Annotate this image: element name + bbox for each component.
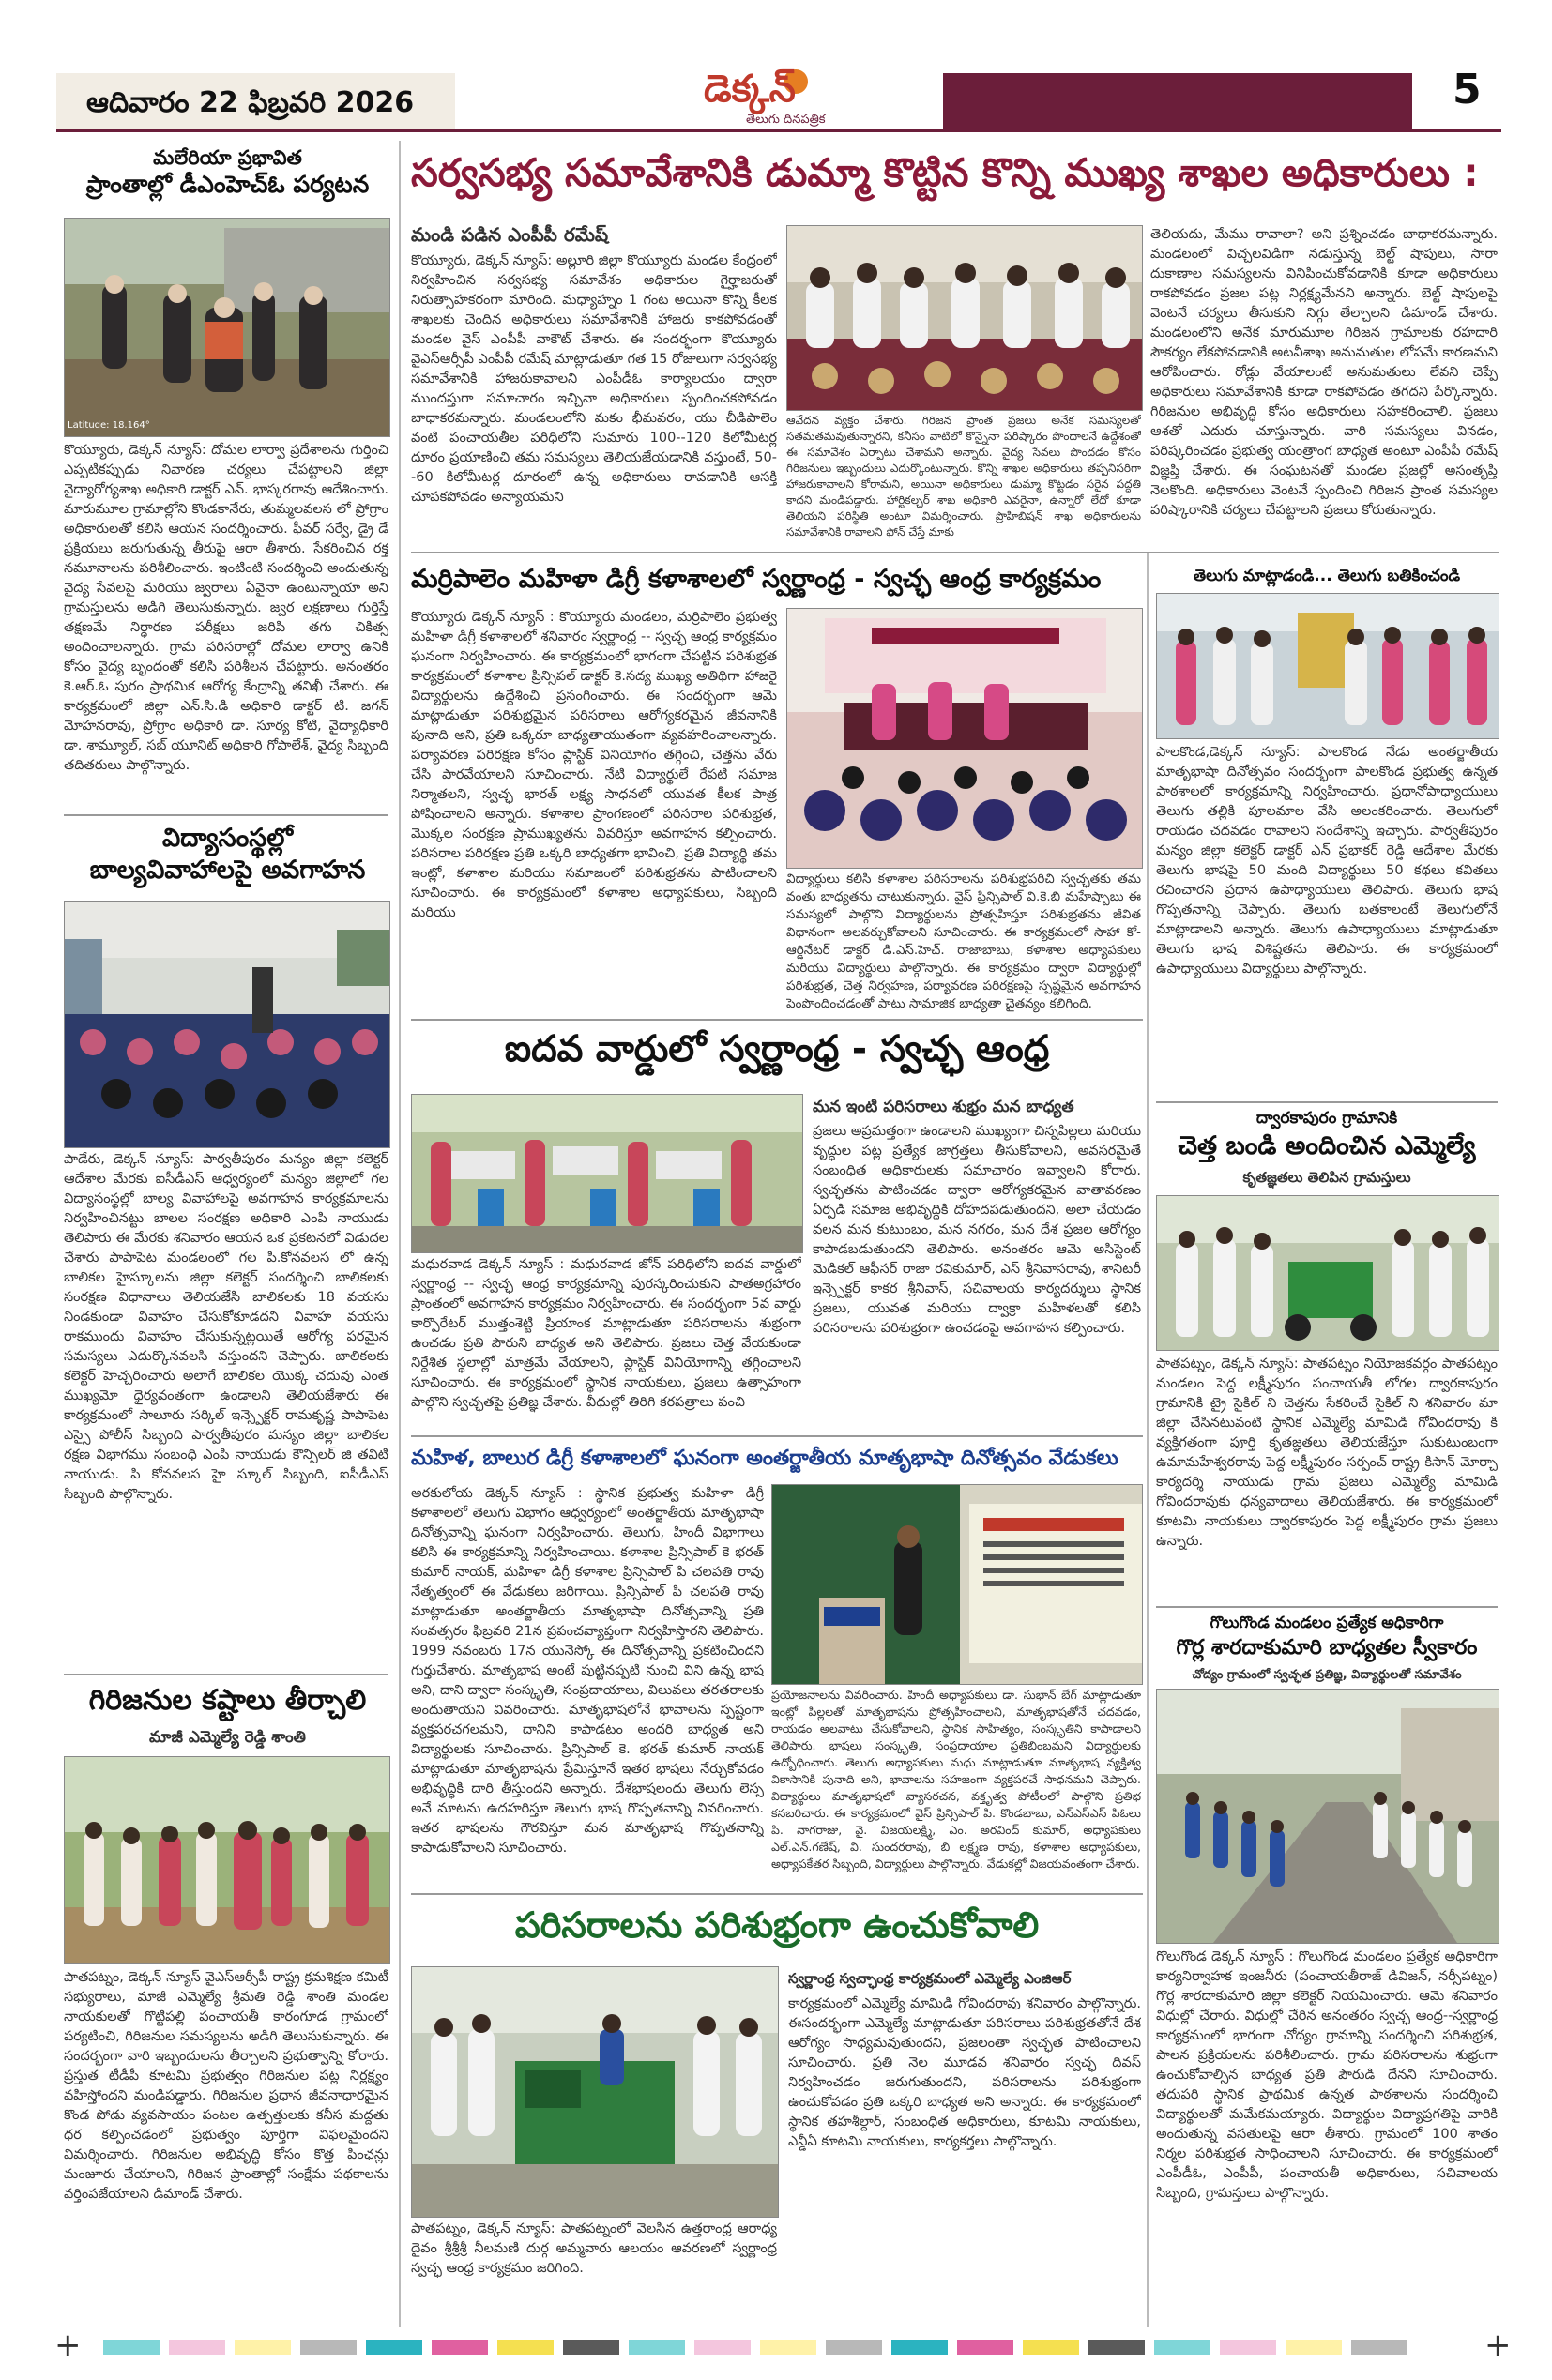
r3-kicker: గొలుగొండ మండలం ప్రత్యేక అధికారిగా (1210, 1614, 1444, 1632)
story3-body-2: ప్రజలు అప్రమత్తంగా ఉండాలని ముఖ్యంగా చిన్నపిల్లలు మరియు వృద్ధుల పట్ల ప్రత్యేక జాగ్రత్తలు తీసుకోవాలని, అవసరమైతే సంబంధిత అధికారులకు సమాచారం ఇవ్వాలని కోరారు. స్వచ్ఛతను పాటించడం ద్వారా ఆరోగ్యకరమైన వాతావరణం ఏర్పడి సమాజ అభివృద్ధికి దోహదపడుతుందని, అలా చేయడం వలన మన కుటుంబం, మన నగరం, మన దేశ ప్రజల ఆరోగ్యం కాపాడబడుతుందని తెలిపారు. అనంతరం ఆమె అసిస్టెంట్ మెడికల్ ఆఫీసర్ రాజా రవికుమార్, ఎస్ శ్రీనివాసరావు, శానిటరీ ఇన్స్పెక్టర్ కాకర శ్రీనివాస్, సచివాలయ కార్యదర్శులు స్థానిక ప్రజలు, యువత మరియు ద్వాక్రా మహిళలతో కలిసి పరిసరాలను పరిశుభ్రంగా ఉంచడంపై అవగాహన కల్పించారు. (813, 1124, 1141, 1336)
r2-photo (1156, 1195, 1499, 1351)
a1-photo-caption: Latitude: 18.164° (68, 420, 150, 431)
story5-photo (411, 1966, 779, 2218)
story4-headline: మహిళ, బాలుర డిగ్రీ కళాశాలలో ఘనంగా అంతర్జాతీయ మాతృభాషా దినోత్సవం వేడుకలు (411, 1447, 1118, 1470)
story3-bottom-rule (411, 1435, 1143, 1437)
story5-body-2: కార్యక్రమంలో ఎమ్మెల్యే మామిడి గోవిందరావు శనివారం పాల్గొన్నారు. ఈసందర్భంగా ఎమ్మెల్యే మాట్లాడుతూ పరిసరాలు పరిశుభ్రతతోనే దేశ ఆరోగ్యం సాధ్యమవుతుందని, ప్రజలంతా స్వచ్ఛత పాటించాలని సూచించారు. ప్రతి నెల మూడవ శనివారం స్వచ్ఛ దివస్ నిర్వహించడం జరుగుతుందని, పరిసరాలను పరిశుభ్రంగా ఉంచుకోవడం ప్రతి ఒక్కరి బాధ్యత అని అన్నారు. ఈ కార్యక్రమంలో స్థానిక తహశీల్దార్, సంబంధిత అధికారులు, కూటమి నాయకులు, ఎన్డీఏ కూటమి నాయకులు, కార్యకర్తలు పాల్గొన్నారు. (788, 1996, 1141, 2149)
a3-body: పాతపట్నం, డెక్కన్ న్యూస్ వైఎస్ఆర్సీపీ రాష్ట్ర క్రమశిక్షణ కమిటీ సభ్యురాలు, మాజీ ఎమ్మెల్యే శ్రీమతి రెడ్డి శాంతి మండల నాయకులతో గొట్టిపల్లి పంచాయతీ కారంగూడ గ్రామంలో పర్యటించి, గిరిజనుల సమస్యలను అడిగి తెలుసుకున్నారు. ఈ సందర్భంగా వారి ఇబ్బందులను తీర్చాలని ప్రభుత్వాన్ని కోరారు. ప్రస్తుత టీడీపీ కూటమి ప్రభుత్వం గిరిజనుల పట్ల నిర్లక్ష్యం వహిస్తోందని మండిపడ్డారు. గిరిజనుల ప్రధాన జీవనాధారమైన కొండ పోడు వ్యవసాయం పంటల ఉత్పత్తులకు కనీస మద్దతు ధర కల్పించడంలో ప్రభుత్వం పూర్తిగా విఫలమైందని విమర్శించారు. గిరిజనుల అభివృద్ధి కోసం కొత్త పింఛన్లు మంజూరు చేయాలని, గిరిజన ప్రాంతాల్లో సంక్షేమ పథకాలను వర్తింపజేయాలని డిమాండ్ చేశారు. (64, 1970, 388, 2202)
top-story-bottom-rule (411, 552, 1499, 553)
top-story-body-3: తెలియదు, మేము రావాలా? అని ప్రశ్నించడం బాధాకరమన్నారు. మండలంలో విచ్చలవిడిగా నడుస్తున్న బెల్ట్ షాపులు, సారా దుకాణాల సమస్యలను వినిపించుకోవడానికి కూడా అధికారులు రాకపోవడం ప్రజల పట్ల నిర్లక్ష్యమేనని అన్నారు. బెల్ట్ షాపులపై వెంటనే చర్యలు తీసుకుని నిగ్గు తేల్చాలని డిమాండ్ చేశారు. మండలంలోని అనేక మారుమూల గిరిజన గ్రామాలకు రహదారి సౌకర్యం లేకపోవడానికి అటవీశాఖ అనుమతుల లోపమే కారణమని ఆరోపించారు. రోడ్లు వేయాలంటే అనుమతులు లేవని చెప్పే అధికారులు సమావేశానికి కూడా రాకపోవడం తగదని పేర్కొన్నారు. గిరిజనుల అభివృద్ధి కోసం అధికారులు సహకరించాలి. ప్రజలు ఆశతో ఎదురు చూస్తున్నారు. వారి సమస్యలు వినడం, పరిష్కరించడం ప్రభుత్వ యంత్రాంగ బాధ్యత అంటూ ఎంపీపీ రమేష్ విజ్ఞప్తి చేశారు. ఈ సంఘటనతో మండల ప్రజల్లో అసంతృప్తి నెలకొంది. అధికారులు వెంటనే స్పందించి గిరిజన ప్రాంత సమస్యల పరిష్కారానికి చర్యలు చేపట్టాలని ప్రజలు కోరుతున్నారు. (1150, 227, 1498, 518)
story5-body-1: పాతపట్నం, డెక్కన్ న్యూస్: పాతపట్నంలో వెలసిన ఉత్తరాంధ్ర ఆరాధ్య దైవం శ్రీశ్రీశ్రీ నీలమణి దుర్గ అమ్మవారు ఆలయం ఆవరణలో స్వర్ణాంధ్ర స్వచ్ఛ ఆంధ్ర కార్యక్రమం జరిగింది. (411, 2221, 777, 2276)
story4-body-1: అరకులోయ డెక్కన్ న్యూస్ : స్థానిక ప్రభుత్వ మహిళా డిగ్రీ కళాశాలలో తెలుగు విభాగం ఆధ్వర్యంలో అంతర్జాతీయ మాతృభాషా దినోత్సవాన్ని ఘనంగా నిర్వహించారు. తెలుగు, హిందీ విభాగాలు కలిసి ఈ కార్యక్రమాన్ని నిర్వహించాయి. కళాశాల ప్రిన్సిపాల్ కె భరత్ కుమార్ నాయక్, మహిళా డిగ్రీ కళాశాల ప్రిన్సిపాల్ పి చలపతి రావు నేతృత్వంలో ఈ వేడుకలు జరిగాయి. ప్రిన్సిపాల్ పి చలపతి రావు మాట్లాడుతూ అంతర్జాతీయ మాతృభాషా దినోత్సవాన్ని ప్రతి సంవత్సరం ఫిబ్రవరి 21న ప్రపంచవ్యాప్తంగా నిర్వహిస్తారని తెలిపారు. 1999 నవంబరు 17న యునెస్కో ఈ దినోత్సవాన్ని ప్రకటించిందని గుర్తుచేశారు. మాతృభాష అంటే పుట్టినప్పటి నుంచి విని ఉన్న భాష అని, దాని ద్వారా సంస్కృతి, సంప్రదాయాలు, విలువలు తరతరాలకు అందుతాయని వివరించారు. మాతృభాషలోనే భావాలను స్పష్టంగా వ్యక్తపరచగలమని, దానిని కాపాడటం అందరి బాధ్యత అని విద్యార్థులకు సూచించారు. ప్రిన్సిపాల్ కె. భరత్ కుమార్ నాయక్ మాట్లాడుతూ మాతృభాషను ప్రేమిస్తూనే ఇతర భాషలు నేర్చుకోవడం అభివృద్ధికి దారి తీస్తుందని అన్నారు. దేశభాషలందు తెలుగు లెస్స అనే మాటను ఉదహరిస్తూ తెలుగు భాష గొప్పతనాన్ని వివరించారు. ఇతర భాషలను గౌరవిస్తూ మన మాతృభాష గొప్పతనాన్ని కాపాడుకోవాలని సూచించారు. (411, 1486, 764, 1856)
color-calibration-bar (103, 2340, 1454, 2355)
r1-bottom-rule (1156, 1101, 1498, 1103)
top-story-subheadline: మండి పడిన ఎంపీపీ రమేష్ (411, 223, 609, 246)
newspaper-logo: డెక్కన్ (704, 68, 796, 111)
r2-body: పాతపట్నం, డెక్కన్ న్యూస్: పాతపట్నం నియోజకవర్గం పాతపట్నం మండలం పెద్ద లక్ష్మీపురం పంచాయతీ లోగల ద్వారకాపురం గ్రామానికి ట్రై సైకిల్ ని చెత్తను సేకరించే సైకిల్ ని శనివారం మా జిల్లా చేసినటువంటి స్థానిక ఎమ్మెల్యే మామిడి గోవిందరావు కి వ్యక్తిగతంగా పూర్తి కృతజ్ఞతలు తెలియజేస్తూ సుకుటుంబంగా ఉమామహేశ్వరరావు పెద్ద లక్ష్మీపురం సర్పంచ్ రాష్ట్ర కిసాన్ మోర్చా కార్యదర్శి నాయుడు గ్రామ ప్రజలు ఎమ్మెల్యే మామిడి గోవిందరావుకు ధన్యవాదాలు తెలియజేశారు. ఈ కార్యక్రమంలో కూటమి నాయకులు ద్వారకాపురం పెద్ద లక్ష్మీపురం గ్రామ ప్రజలు ఉన్నారు. (1156, 1357, 1498, 1549)
a1-kicker: మలేరియా ప్రభావిత (153, 146, 302, 169)
story4-photo (771, 1484, 1143, 1685)
story4-bottom-rule (411, 1893, 1143, 1895)
column-divider-right (1147, 553, 1149, 2327)
top-story-body-2: ఆవేదన వ్యక్తం చేశారు. గిరిజన ప్రాంత ప్రజలు అనేక సమస్యలతో సతమతమవుతున్నారని, కనీసం వాటిలో కొన్నైనా పరిష్కారం పొందాలనే ఉద్దేశంతో ఈ సమావేశం ఏర్పాటు చేశామని అన్నారు. వైద్య సేవలు పొందడం కోసం గిరిజనులు ఇబ్బందులు ఎదుర్కొంటున్నారు. కొన్ని శాఖల అధికారులు తప్పనిసరిగా హాజరుకావాలని కోరామని, అయినా అధికారులు డుమ్మా కొట్టడం సరైన పద్ధతి కాదని మండిపడ్డారు. హార్టికల్చర్ శాఖ అధికారి ఎవరైనా, ఉన్నారో లేదో కూడా తెలియని పరిస్థితి అంటూ విమర్శించారు. ప్రొహిబిషన్ శాఖ అధికారులను సమావేశానికి రావాలని ఫోన్ చేస్తే మాకు (786, 414, 1141, 538)
top-story-headline: సర్వసభ్య సమావేశానికి డుమ్మా కొట్టిన కొన్ని ముఖ్య శాఖల అధికారులు : (411, 150, 1479, 195)
story2-body-2: విద్యార్థులు కలిసి కళాశాల పరిసరాలను పరిశుభ్రపరిచి స్వచ్ఛతకు తమ వంతు బాధ్యతను చాటుకున్నారు. వైస్ ప్రిన్సిపాల్ వి.కె.బి మహేష్బాబు ఈ సమస్యలో పాల్గొని విద్యార్థులను ప్రోత్సహిస్తూ పరిశుభ్రతను జీవిత విధానంగా అలవర్చుకోవాలని సూచించారు. ఈ కార్యక్రమంలో సాహా కో-ఆర్డినేటర్ డాక్టర్ డి.ఎస్.హెచ్. రాజాబాబు, కళాశాల అధ్యాపకులు మరియు విద్యార్థులు పాల్గొన్నారు. ఈ కార్యక్రమం ద్వారా విద్యార్థుల్లో పరిశుభ్రత, చెత్త నిర్వహణ, పర్యావరణ పరిరక్షణపై స్పష్టమైన అవగాహన పెంపొందించడంతో పాటు సామాజిక బాధ్యతా చైతన్యం కలిగింది. (786, 872, 1141, 1011)
page-date: ఆదివారం 22 ఫిబ్రవరి 2026 (86, 86, 415, 119)
story3-body-1: మధురవాడ డెక్కన్ న్యూస్ : మధురవాడ జోన్ పరిధిలోని ఐదవ వార్డులో స్వర్ణాంధ్ర -- స్వచ్ఛ ఆంధ్ర కార్యక్రమాన్ని పురస్కరించుకుని పాతఅగ్రహారం ప్రాంతంలో అవగాహన కార్యక్రమం నిర్వహించారు. ఈ సందర్భంగా 5వ వార్డు కార్పొరేటర్ ముత్తంశెట్టి ప్రియాంక మాట్లాడుతూ పరిసరాలను శుభ్రంగా ఉంచడం ప్రతి పౌరుని బాధ్యత అని తెలిపారు. ప్రజలు చెత్త వేయకుండా నిర్దేశిత స్థలాల్లో మాత్రమే వేయాలని, ప్లాస్టిక్ వినియోగాన్ని తగ్గించాలని సూచించారు. ఈ కార్యక్రమంలో స్థానిక నాయకులు, ప్రజలు ఉత్సాహంగా పాల్గొని స్వచ్ఛతపై ప్రతిజ్ఞ చేశారు. వీధుల్లో తిరిగి కరపత్రాలు పంచి (411, 1257, 801, 1410)
a1-bottom-rule (64, 814, 388, 816)
story2-photo (786, 608, 1143, 869)
a2-photo (64, 901, 390, 1148)
top-story-body-1: కొయ్యూరు, డెక్కన్ న్యూస్: అల్లూరి జిల్లా కొయ్యూరు మండల కేంద్రంలో నిర్వహించిన సర్వసభ్య సమావేశం అధికారుల గైర్హాజరుతో నిరుత్సాహకరంగా మారింది. మధ్యాహ్నం 1 గంట అయినా కొన్ని కీలక శాఖలకు చెందిన అధికారులు సమావేశానికి హాజరు కాకపోవడంతో మండల వైస్ ఎంపీపీ వాకౌట్ చేశారు. ఈ సందర్భంగా కొయ్యూరు వైఎస్ఆర్సీపీ ఎంపీపీ రమేష్ మాట్లాడుతూ గత 15 రోజులుగా సర్వసభ్య సమావేశానికి హాజరుకావాలని ఎంపీడీఓ కార్యాలయం ద్వారా ముందస్తుగా సమాచారం ఇచ్చినా అధికారులు స్పందించకపోవడం బాధాకరమన్నారు. మండలంలోని మకం భీమవరం, యు చీడిపాలెం వంటి పంచాయతీల పరిధిలోని సుమారు 100--120 కిలోమీటర్ల దూరం ప్రయాణించి తమ సమస్యలు తెలియజేయడానికి వస్తుంటే, 50--60 కిలోమీటర్ల దూరంలో ఉన్న అధికారులు రావడానికి ఆసక్తి చూపకపోవడం అన్యాయమని (411, 253, 777, 505)
a3-headline: గిరిజనుల కష్టాలు తీర్చాలి (88, 1684, 367, 1717)
story2-bottom-rule (411, 1019, 1143, 1021)
r3-headline: గొర్ల శారదాకుమారి బాధ్యతల స్వీకారం (1176, 1636, 1478, 1660)
story5-subheadline: స్వర్ణాంధ్ర స్వచ్ఛాంధ్ర కార్యక్రమంలో ఎమ్మెల్యే ఎంజిఆర్ (788, 1970, 1072, 1987)
top-story-photo (786, 225, 1143, 411)
column-divider-left (399, 141, 401, 2327)
story3-subheadline: మన ఇంటి పరిసరాలు శుభ్రం మన బాధ్యత (813, 1098, 1074, 1116)
a1-headline: ప్రాంతాల్లో డీఎంహెచ్‌ఓ పర్యటన (85, 171, 370, 198)
r2-kicker: ద్వారకాపురం గ్రామానికి (1255, 1109, 1398, 1128)
newspaper-logo-tagline: తెలుగు దినపత్రిక (746, 113, 826, 127)
a1-photo (64, 218, 390, 437)
r2-subheadline: కృతజ్ఞతలు తెలిపిన గ్రామస్తులు (1242, 1169, 1411, 1186)
r3-body: గొలుగొండ డెక్కన్ న్యూస్ : గొలుగొండ మండలం ప్రత్యేక అధికారిగా కార్యనిర్వాహక ఇంజనీరు (పంచాయతీరాజ్ డివిజన్, నర్సీపట్నం) గొర్ల శారదాకుమారి జిల్లా కలెక్టర్ నియమించారు. ఆమె శనివారం విధుల్లో చేరారు. విధుల్లో చేరిన అనంతరం స్వచ్ఛ ఆంధ్ర--స్వర్ణాంధ్ర కార్యక్రమంలో భాగంగా చోద్యం గ్రామాన్ని సందర్శించి పరిశుభ్రత, పాలన ప్రక్రియలను పరిశీలించారు. గ్రామ పరిసరాలను శుభ్రంగా ఉంచుకోవాల్సిన బాధ్యత ప్రతి పౌరుడి దేనని సూచించారు. తదుపరి స్థానిక ప్రాథమిక ఉన్నత పాఠశాలను సందర్శించి విద్యార్థులతో మమేకమయ్యారు. విద్యార్థుల విద్యాప్రగతిపై వారికి అందుతున్న వసతులపై ఆరా తీశారు. గ్రామంలో 100 శాతం నిర్మల పరిశుభ్రత సాధించాలని సూచించారు. ఈ కార్యక్రమంలో ఎంపీడీఓ, ఎంపీపీ, పంచాయతీ అధికారులు, సచివాలయ సిబ్బంది, గ్రామస్తులు పాల్గొన్నారు. (1156, 1949, 1498, 2201)
a1-body: కొయ్యూరు, డెక్కన్ న్యూస్: దోమల లార్వా ప్రదేశాలను గుర్తించి ఎప్పటికప్పుడు నివారణ చర్యలు చేపట్టాలని జిల్లా వైద్యారోగ్యశాఖ అధికారి డాక్టర్ ఎన్. భాస్కరరావు ఆదేశించారు. మారుమూల గ్రామాల్లోని కొండకానేరు, తుమ్మలవలస లో ప్రోగ్రాం అధికారులతో కలిసి ఆయన సందర్శించారు. ఫీవర్ సర్వే, డ్రై డే ప్రక్రియలు జరుగుతున్న తీరుపై ఆరా తీశారు. సేకరించిన రక్త నమూనాలను పరిశీలించారు. ఇంటింటి సందర్శించి అందుతున్న వైద్య సేవలపై మరియు జ్వరాలు ఏవైనా ఉంటున్నాయా అని గ్రామస్తులను అడిగి తెలుసుకున్నారు. జ్వర లక్షణాలు గుర్తిస్తే తక్షణమే నిర్ధారణ పరీక్షలు జరిపి తగు చికిత్స అందించాలన్నారు. గ్రామ పరిసరాల్లో దోమల లార్వా ఉనికి కోసం వైద్య బృందంతో కలిసి పరిశీలన చేపట్టారు. అనంతరం కె.ఆర్.ఓ పురం ప్రాథమిక ఆరోగ్య కేంద్రాన్ని తనిఖీ చేశారు. ఈ కార్యక్రమంలో జిల్లా ఎన్.సి.డి అధికారి డాక్టర్ టి. జగన్ మోహనరావు, ప్రోగ్రాం అధికారి డా. సూర్య కోటి, వైద్యాధికారి డా. శామ్యూల్, సబ్ యూనిట్ అధికారి గోపాలేశ్, వైద్య సిబ్బంది తదితరులు పాల్గొన్నారు. (64, 443, 388, 773)
a2-headline-line2: బాల్యవివాహాలపై అవగాహన (89, 856, 366, 885)
registration-mark-left-icon: + (54, 2327, 82, 2364)
story3-photo (411, 1094, 803, 1253)
masthead-rule (56, 129, 1501, 132)
r2-bottom-rule (1156, 1606, 1498, 1608)
r1-body: పాలకొండ,డెక్కన్ న్యూస్: పాలకొండ నేడు అంతర్జాతీయ మాతృభాషా దినోత్సవం సందర్భంగా పాలకొండ ప్రభుత్వ ఉన్నత పాఠశాలలో కార్యక్రమాన్ని నిర్వహించారు. ప్రధానోపాధ్యాయులు తెలుగు తల్లికి పూలమాల వేసి అలంకరించారు. తెలుగులో రాయడం చదవడం రావాలని సందేశాన్ని ఇచ్చారు. పార్వతీపురం మన్యం జిల్లా కలెక్టర్ డాక్టర్ ఎన్ ప్రభాకర్ రెడ్డి ఆదేశాల మేరకు తెలుగు భాషపై 50 మంది విద్యార్థులు 50 కథలు కవితలు రచించారని ప్రధాన ఉపాధ్యాయులు తెలిపారు. తెలుగు భాష గొప్పతనాన్ని చెప్పారు. తెలుగు బతకాలంటే తెలుగులోనే మాట్లాడాలని అన్నారు. తెలుగు ఉపాధ్యాయులు మాట్లాడుతూ తెలుగు భాష విశిష్టతను తెలిపారు. ఈ కార్యక్రమంలో ఉపాధ్యాయులు విద్యార్థులు పాల్గొన్నారు. (1156, 745, 1498, 977)
r3-photo (1156, 1689, 1499, 1944)
story2-body-1: కొయ్యూరు డెక్కన్ న్యూస్ : కొయ్యూరు మండలం, మర్రిపాలెం ప్రభుత్వ మహిళా డిగ్రీ కళాశాలలో శనివారం స్వర్ణాంధ్ర -- స్వచ్ఛ ఆంధ్ర కార్యక్రమం ఘనంగా నిర్వహించారు. ఈ కార్యక్రమంలో భాగంగా చేపట్టిన పరిశుభ్రత కార్యక్రమంలో కళాశాల ప్రిన్సిపల్ డాక్టర్ కె.సద్య ముఖ్య అతిథిగా హాజరై విద్యార్థులను ఉద్దేశించి ప్రసంగించారు. ఈ సందర్భంగా ఆమె మాట్లాడుతూ పరిశుభ్రమైన పరిసరాలు ఆరోగ్యకరమైన జీవనానికి పునాది అని, ప్రతి ఒక్కరూ బాధ్యతాయుతంగా వ్యవహరించాలన్నారు. పర్యావరణ పరిరక్షణ కోసం ప్లాస్టిక్ వినియోగం తగ్గించి, చెత్తను వేరు చేసి పారవేయాలని సూచించారు. నేటి విద్యార్థులే రేపటి సమాజ నిర్మాతలని, స్వచ్ఛ భారత్ లక్ష్య సాధనలో యువత కీలక పాత్ర పోషించాలని అన్నారు. కళాశాల ప్రాంగణంలో పరిసరాల పరిశుభ్రత, మొక్కల సంరక్షణ ప్రాముఖ్యతను వివరిస్తూ అవగాహన కల్పించారు. పరిసరాల పరిరక్షణ ప్రతి ఒక్కరి బాధ్యతగా భావించి, ప్రతి విద్యార్థి తమ ఇంట్లో, కళాశాల మరియు సమాజంలో పరిశుభ్రతను పాటించాలని సూచించారు. ఈ కార్యక్రమంలో కళాశాల అధ్యాపకులు, సిబ్బంది మరియు (411, 610, 777, 920)
story4-body-2: ప్రయోజనాలను వివరించారు. హిందీ అధ్యాపకులు డా. సుభాన్ బేగ్ మాట్లాడుతూ ఇంట్లో పిల్లలతో మాతృభాషను ప్రోత్సహించాలని, మాతృభాషతోనే చదవడం, రాయడం అలవాటు చేసుకోవాలని, స్థానిక సాహిత్యం, సంస్కృతిని కాపాడాలని తెలిపారు. భాషలు సంస్కృతి, సంప్రదాయాల ప్రతిబింబమని విద్యార్థులకు ఉద్బోధించారు. తెలుగు అధ్యాపకులు మధు మాట్లాడుతూ మాతృభాష వ్యక్తిత్వ వికాసానికి పునాది అని, భావాలను సహజంగా వ్యక్తపరచే సాధనమని చెప్పారు. విద్యార్థులు మాతృభాషలో వ్యాసరచన, వక్తృత్వ పోటీలలో పాల్గొని ప్రతిభ కనబరిచారు. ఈ కార్యక్రమంలో వైస్ ప్రిన్సిపాల్ పి. కొండబాబు, ఎన్ఎస్ఎస్ పిఓలు పి. నాగరాజు, వై. విజయలక్ష్మి, ఎం. అరవింద్ కుమార్, అధ్యాపకులు ఎల్.ఎన్.గణేష్, వి. సుందరరావు, బి లక్ష్మణ రావు, కళాశాల అధ్యాపకులు, అధ్యాపకేతర సిబ్బంది, విద్యార్థులు పాల్గొన్నారు. వేడుకల్లో విజయవంతంగా చేశారు. (771, 1688, 1141, 1871)
a2-body: పాడేరు, డెక్కన్ న్యూస్: పార్వతీపురం మన్యం జిల్లా కలెక్టర్ ఆదేశాల మేరకు ఐసీడీఎస్ ఆధ్వర్యంలో మన్యం జిల్లాలో గల విద్యాసంస్థల్లో బాల్య వివాహాలపై అవగాహన కార్యక్రమాలను నిర్వహించినట్టు బాలల సంరక్షణ అధికారి ఎంపి నాయుడు తెలిపారు ఈ మేరకు శనివారం ఆయన ఒక ప్రకటనలో విడుదల చేశారు పాపాపెట మండలంలో గల పి.కోనవలస లో ఉన్న బాలికల హైస్కూలను జిల్లా కలెక్టర్ సందర్శించి బాలికలకు సంరక్షణ విధానాలు తెలియజేసి బాలికలకు 18 వయసు నిండకుండా వివాహం చేసుకోకూడదని వివాహ వయసు రాకముందు వివాహం చేసుకున్నట్లయితే ఆరోగ్య పరమైన సమస్యలు ఎదుర్కొనవలసి వస్తుందని చెప్పారు. బాలికలకు కలెక్టర్ హెచ్చరించారు అలాగే బాలికల యొక్క చదువు ఎంత ముఖ్యమో ధైర్యవంతంగా ఉండాలని తెలియజేశారు ఈ కార్యక్రమంలో సాలూరు సర్కిల్ ఇన్స్పెక్టర్ రామకృష్ణ పాపాపెట ఎస్సై పోలీస్ సిబ్బంది పార్వతీపురం మన్యం జిల్లా బాలికల రక్షణ విభాగము సంబంధి ఎంపి నాయుడు కౌన్సిలర్ జి తవిటి నాయుడు. పి కోనవలస హై స్కూల్ సిబ్బంది, ఐసీడీఎస్ సిబ్బంది పాల్గొన్నారు. (64, 1152, 388, 1502)
a3-photo (64, 1756, 390, 1964)
a3-subheadline: మాజీ ఎమ్మెల్యే రెడ్డి శాంతి (149, 1728, 306, 1747)
story5-headline: పరిసరాలను పరిశుభ్రంగా ఉంచుకోవాలి (514, 1904, 1040, 1946)
r1-photo (1156, 593, 1499, 739)
page-number: 5 (1453, 66, 1482, 114)
r1-headline: తెలుగు మాట్లాడండి... తెలుగు బతికించండి (1193, 567, 1461, 585)
registration-mark-right-icon: + (1484, 2327, 1512, 2364)
a2-headline-line1: విద్యాసంస్థల్లో (161, 824, 294, 853)
story3-headline: ఐదవ వార్డులో స్వర్ణాంధ్ర - స్వచ్ఛ ఆంధ్ర (504, 1028, 1050, 1070)
story2-headline: మర్రిపాలెం మహిళా డిగ్రీ కళాశాలలో స్వర్ణాంధ్ర - స్వచ్ఛ ఆంధ్ర కార్యక్రమం (411, 565, 1102, 594)
masthead-color-band (943, 73, 1412, 129)
a2-bottom-rule (64, 1674, 388, 1675)
r3-subheadline: చోద్యం గ్రామంలో స్వచ్ఛత ప్రతిజ్ఞ, విద్యార్థులతో సమావేశం (1192, 1668, 1462, 1682)
r2-headline: చెత్త బండి అందించిన ఎమ్మెల్యే (1178, 1131, 1476, 1160)
